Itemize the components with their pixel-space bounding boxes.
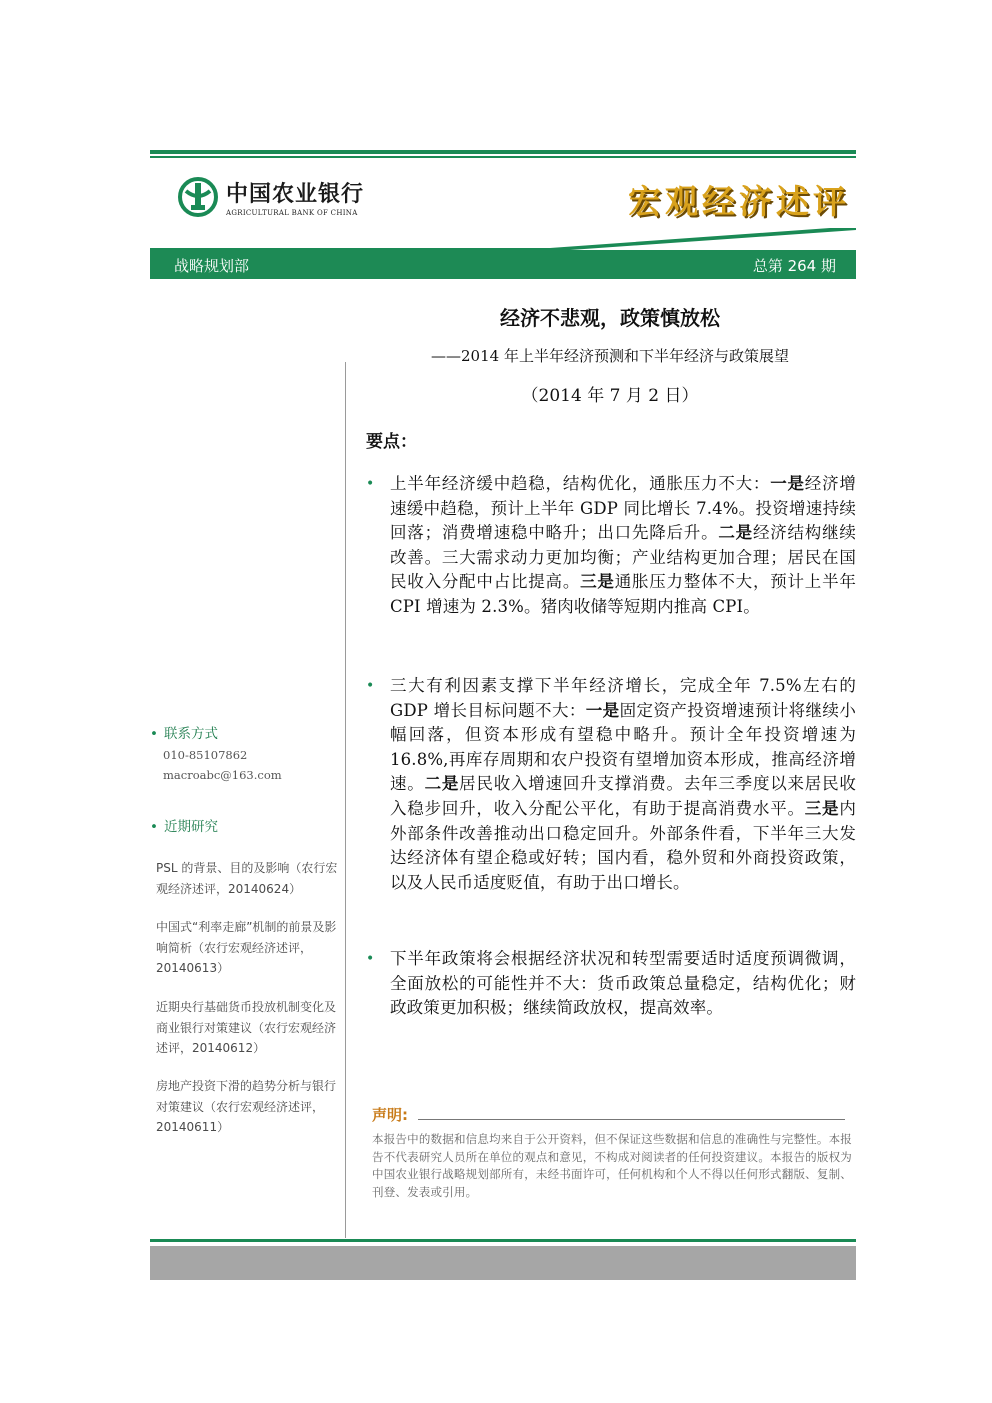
abc-emblem-icon xyxy=(178,177,218,217)
article-title: 经济不悲观，政策慎放松 xyxy=(500,306,720,330)
keypoint-segment: 三大有利因素支撑下半年经济增长，完成全年 7.5%左右的 GDP 增长目标问题不大： xyxy=(390,676,856,720)
recent-research-item: PSL 的背景、目的及影响（农行宏观经济述评，20140624） xyxy=(156,861,338,896)
bullet-dot-icon: • xyxy=(150,726,158,742)
keypoints-heading: 要点： xyxy=(366,432,417,452)
keypoint-segment: 内外部条件改善推动出口稳定回升。外部条件看，下半年三大发达经济体有望企稳或好转；国内看，稳外贸和外商投资政策，以及人民币适度贬值，有助于出口增长。 xyxy=(390,798,856,892)
keypoint-segment: 下半年政策将会根据经济状况和转型需要适时适度预调微调，全面放松的可能性并不大：货币政策总量稳定，结构优化；财政政策更加积极；继续简政放权，提高效率。 xyxy=(390,949,856,1018)
bullet-dot-icon: • xyxy=(366,951,375,967)
keypoint-emphasis: 一是 xyxy=(585,700,620,720)
recent-research-item: 中国式“利率走廊”机制的前景及影响简析（农行宏观经济述评，20140613） xyxy=(156,920,337,975)
keypoint-segment: 经济结构继续改善。三大需求动力更加均衡；产业结构更加合理；居民在国民收入分配中占比提高。 xyxy=(390,523,856,592)
keypoint-emphasis: 三是 xyxy=(580,572,615,592)
header-banner xyxy=(150,250,856,279)
keypoint-text xyxy=(390,472,856,620)
contact-email[interactable]: macroabc@163.com xyxy=(163,768,282,782)
publication-title: 宏观经济述评 xyxy=(628,182,850,221)
contact-heading xyxy=(150,722,218,742)
header-top-rule xyxy=(150,150,856,154)
article-date: （2014 年 7 月 2 日） xyxy=(521,386,699,406)
keypoint-segment: 通胀压力整体不大，预计上半年 CPI 增速为 2.3%。猪肉收储等短期内推高 CPI。 xyxy=(390,572,856,616)
footer-bar xyxy=(150,1246,856,1280)
bullet-dot-icon: • xyxy=(150,819,158,835)
keypoint-bullet xyxy=(366,472,856,620)
bank-name-cn: 中国农业银行 xyxy=(226,182,365,207)
keypoint-segment: 固定资产投资增速预计将继续小幅回落，但资本形成有望稳中略升。预计全年投资增速为 16.8%,再库存周期和农户投资有望增加资本形成，推高经济增速。 xyxy=(390,700,856,794)
footer-rule xyxy=(150,1239,856,1242)
recent-research-heading xyxy=(150,815,218,835)
keypoint-segment: 上半年经济缓中趋稳，结构优化，通胀压力不大： xyxy=(390,474,771,493)
issue-number: 总第 264 期 xyxy=(752,257,836,275)
keypoint-bullet xyxy=(366,947,856,1021)
bullet-dot-icon: • xyxy=(366,678,375,694)
keypoint-segment: 经济增速缓中趋稳，预计上半年 GDP 同比增长 7.4%。投资增速持续回落；消费增速稳中略升；出口先降后升。 xyxy=(390,474,856,543)
header-top-rule-thin xyxy=(150,156,856,158)
keypoint-emphasis: 一是 xyxy=(770,474,805,493)
bank-logo xyxy=(178,177,398,227)
department-label: 战略规划部 xyxy=(174,257,250,275)
header-wedge xyxy=(150,228,856,250)
contact-phone: 010-85107862 xyxy=(163,748,248,762)
disclaimer-rule xyxy=(418,1119,845,1120)
article-subtitle: ——2014 年上半年经济预测和下半年经济与政策展望 xyxy=(431,347,789,365)
keypoint-emphasis: 三是 xyxy=(804,798,840,818)
recent-research-heading-label: 近期研究 xyxy=(163,819,218,835)
disclaimer-text: 本报告中的数据和信息均来自于公开资料，但不保证这些数据和信息的准确性与完整性。本报告不代表研究人员所在单位的观点和意见，不构成对阅读者的任何投资建议。本报告的版权为中国农业银行战略规划部所有，未经书面许可，任何机构和个人不得以任何形式翻版、复制、刊登、发表或引用。 xyxy=(372,1132,852,1199)
keypoint-emphasis: 二是 xyxy=(424,774,460,794)
keypoint-bullet xyxy=(366,674,856,895)
recent-research-item: 近期央行基础货币投放机制变化及商业银行对策建议（农行宏观经济述评，20140612） xyxy=(156,1000,337,1055)
keypoint-emphasis: 二是 xyxy=(718,523,753,543)
keypoint-text xyxy=(390,947,856,1021)
disclaimer-label: 声明: xyxy=(372,1106,408,1124)
keypoint-segment: 居民收入增速回升支撑消费。去年三季度以来居民收入稳步回升，收入分配公平化，有助于提高消费水平。 xyxy=(390,774,857,818)
contact-heading-label: 联系方式 xyxy=(163,726,218,742)
keypoint-text xyxy=(390,674,856,895)
bullet-dot-icon: • xyxy=(366,476,375,492)
bank-name-en: AGRICULTURAL BANK OF CHINA xyxy=(226,209,358,217)
column-divider xyxy=(345,362,346,1238)
recent-research-item: 房地产投资下滑的趋势分析与银行对策建议（农行宏观经济述评，20140611） xyxy=(156,1079,337,1134)
